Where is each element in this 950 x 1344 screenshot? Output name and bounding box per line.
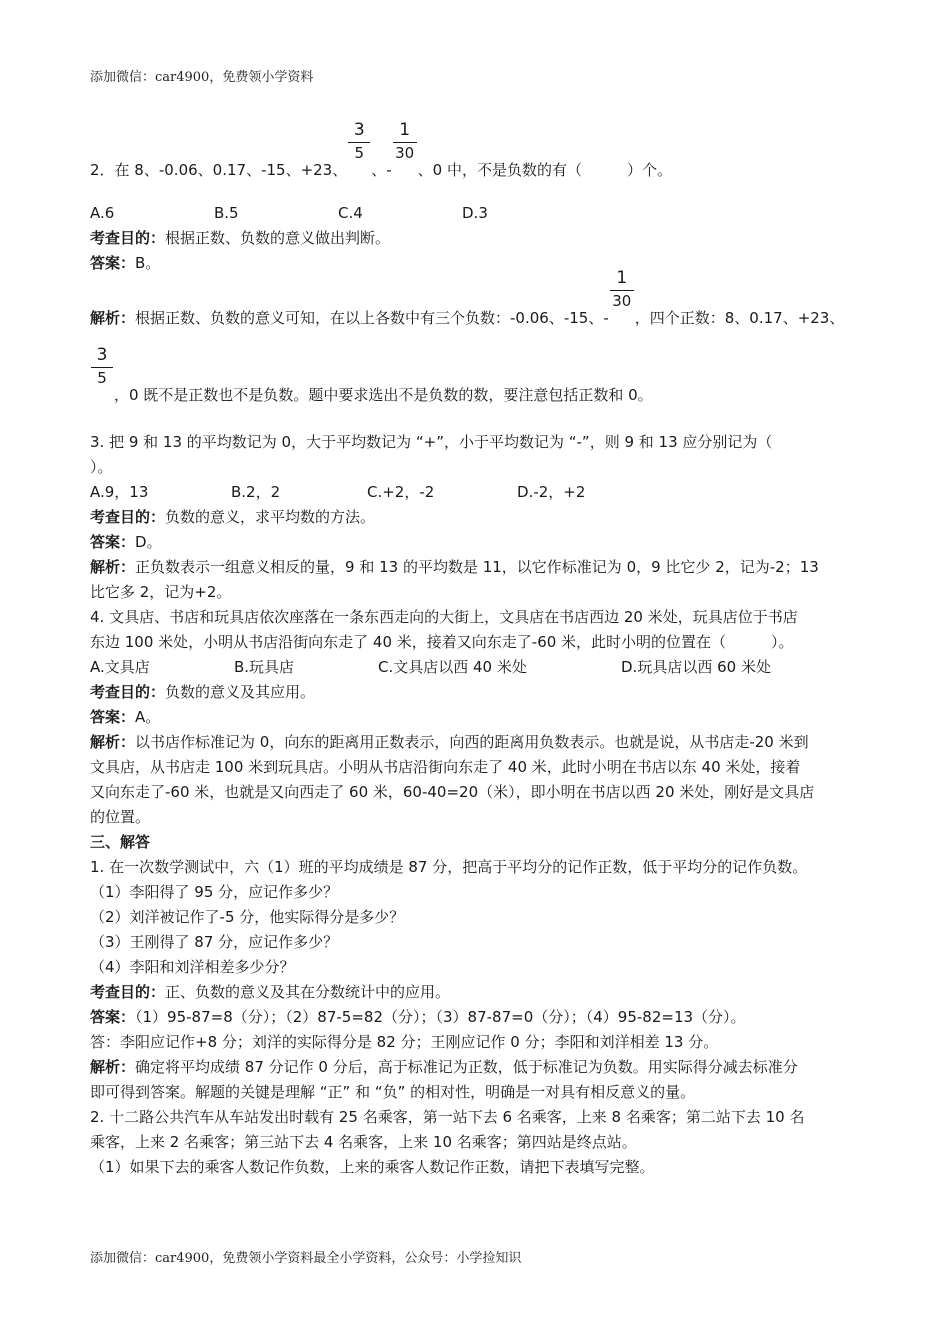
- q4-analysis-line4: 的位置。: [90, 808, 151, 826]
- q3-stem-line2: ）。: [90, 458, 113, 476]
- q3-option-b: B.2，2: [231, 483, 281, 501]
- s3q1-sub4: （4）李阳和刘洋相差多少分？: [90, 958, 295, 976]
- s3q1-sub3: （3）王刚得了 87 分，应记作多少？: [90, 933, 339, 951]
- fraction-bar: [91, 367, 113, 368]
- q2-purpose: 考查目的：根据正数、负数的意义做出判断。: [90, 229, 391, 247]
- document-body: [90, 120, 865, 1180]
- s3q1-analysis-line1: 解析：确定将平均成绩 87 分记作 0 分后，高于标准记为正数，低于标准记为负数。用实际得分减去标准分: [90, 1058, 798, 1076]
- q2-option-b: B.5: [214, 204, 239, 222]
- q4-analysis-line3: 又向东走了-60 米，也就是又向西走了 60 米，60-40=20（米），即小明在书店以西 20 米处，刚好是文具店: [90, 783, 815, 801]
- fraction-3-5: $\frac{3}{5}$: [347, 150, 371, 175]
- s3q2-stem-line1: 2. 十二路公共汽车从车站发出时载有 25 名乘客，第一站下去 6 名乘客，上来 8 名乘客；第二站下去 10 名: [90, 1108, 805, 1126]
- fraction-3-5: $\frac{3}{5}$: [90, 375, 114, 400]
- q4-stem-line1: 4. 文具店、书店和玩具店依次座落在一条东西走向的大街上，文具店在书店西边 20 米处，玩具店位于书店: [90, 608, 798, 626]
- s3q1-sub1: （1）李阳得了 95 分，应记作多少？: [90, 883, 339, 901]
- s3q2-sub1: （1）如果下去的乘客人数记作负数，上来的乘客人数记作正数，请把下表填写完整。: [90, 1158, 655, 1176]
- q2-option-c: C.4: [338, 204, 363, 222]
- q2-analysis-line2: $\frac{3}{5}$ ，0 既不是正数也不是负数。题中要求选出不是负数的数，要注意包括正数和 0。: [90, 375, 865, 408]
- q4-stem-line2: 东边 100 米处，小明从书店沿街向东走了 40 米，接着又向东走了-60 米，此时小明的位置在（ ）。: [90, 633, 794, 651]
- fraction-1-30: $\frac{1}{30}$: [609, 298, 635, 323]
- q3-option-d: D.-2，+2: [517, 483, 586, 501]
- s3q1-answer-line2: 答：李阳应记作+8 分；刘洋的实际得分是 82 分；王刚应记作 0 分；李阳和刘洋相差 13 分。: [90, 1033, 719, 1051]
- q4-option-c: C.文具店以西 40 米处: [378, 658, 527, 676]
- q2-answer: 答案：B。: [90, 254, 161, 272]
- q3-stem-line1: 3. 把 9 和 13 的平均数记为 0，大于平均数记为 “+”，小于平均数记为 “-”，则 9 和 13 应分别记为（: [90, 433, 773, 451]
- s3q1-stem: 1. 在一次数学测试中，六（1）班的平均成绩是 87 分，把高于平均分的记作正数，低于平均分的记作负数。: [90, 858, 808, 876]
- q2-analysis-line1: 解析：根据正数、负数的意义可知，在以上各数中有三个负数：-0.06、-15、- $\frac{1}{30}$ ，四个正数：8、0.17、+23、: [90, 268, 845, 327]
- s3q2-stem-line2: 乘客，上来 2 名乘客；第三站下去 4 名乘客，上来 10 名乘客；第四站是终点站。: [90, 1133, 637, 1151]
- s3q1-answer: 答案：（1）95-87=8（分）；（2）87-5=82（分）；（3）87-87=0（分）；（4）95-82=13（分）。: [90, 1008, 746, 1026]
- page-footer: 添加微信：car4900，免费领小学资料最全小学资料，公众号：小学捡知识: [90, 1251, 522, 1266]
- q4-analysis-line1: 解析：以书店作标准记为 0，向东的距离用正数表示，向西的距离用负数表示。也就是说，从书店走-20 米到: [90, 733, 809, 751]
- q3-options: [90, 480, 865, 505]
- q4-purpose: 考查目的：负数的意义及其应用。: [90, 683, 316, 701]
- q4-answer: 答案：A。: [90, 708, 161, 726]
- s3q1-sub2: （2）刘洋被记作了-5 分，他实际得分是多少？: [90, 908, 405, 926]
- s3q1-analysis-line2: 即可得到答案。解题的关键是理解 “正” 和 “负” 的相对性，明确是一对具有相反意义的量。: [90, 1083, 696, 1101]
- q4-option-a: A.文具店: [90, 658, 150, 676]
- page-header: 添加微信：car4900，免费领小学资料: [90, 70, 314, 85]
- q2-option-d: D.3: [462, 204, 488, 222]
- q4-options: [90, 655, 865, 680]
- q3-analysis-line2: 比它多 2，记为+2。: [90, 583, 232, 601]
- q3-answer: 答案：D。: [90, 533, 162, 551]
- q4-option-d: D.玩具店以西 60 米处: [621, 658, 771, 676]
- q2-option-a: A.6: [90, 204, 115, 222]
- fraction-bar: [393, 142, 417, 143]
- q4-option-b: B.玩具店: [234, 658, 295, 676]
- section-title: 三、解答: [90, 833, 151, 851]
- fraction-1-30: $\frac{1}{30}$: [392, 150, 418, 175]
- fraction-bar: [348, 142, 370, 143]
- fraction-bar: [610, 290, 634, 291]
- q2-options: [90, 201, 865, 226]
- q3-option-c: C.+2，-2: [367, 483, 435, 501]
- q3-purpose: 考查目的：负数的意义，求平均数的方法。: [90, 508, 376, 526]
- q4-analysis-line2: 文具店，从书店走 100 米到玩具店。小明从书店沿街向东走了 40 米，此时小明在书店以东 40 米处，接着: [90, 758, 801, 776]
- s3q1-purpose: 考查目的：正、负数的意义及其在分数统计中的应用。: [90, 983, 451, 1001]
- q2-stem: 2．在 8、-0.06、0.17、-15、+23、 $\frac{3}{5}$ 、- $\frac{1}{30}$ 、0 中，不是负数的有（ ）个。: [90, 120, 672, 179]
- q3-option-a: A.9，13: [90, 483, 149, 501]
- q3-analysis-line1: 解析：正负数表示一组意义相反的量，9 和 13 的平均数是 11，以它作标准记为 0，9 比它少 2，记为-2；13: [90, 558, 819, 576]
